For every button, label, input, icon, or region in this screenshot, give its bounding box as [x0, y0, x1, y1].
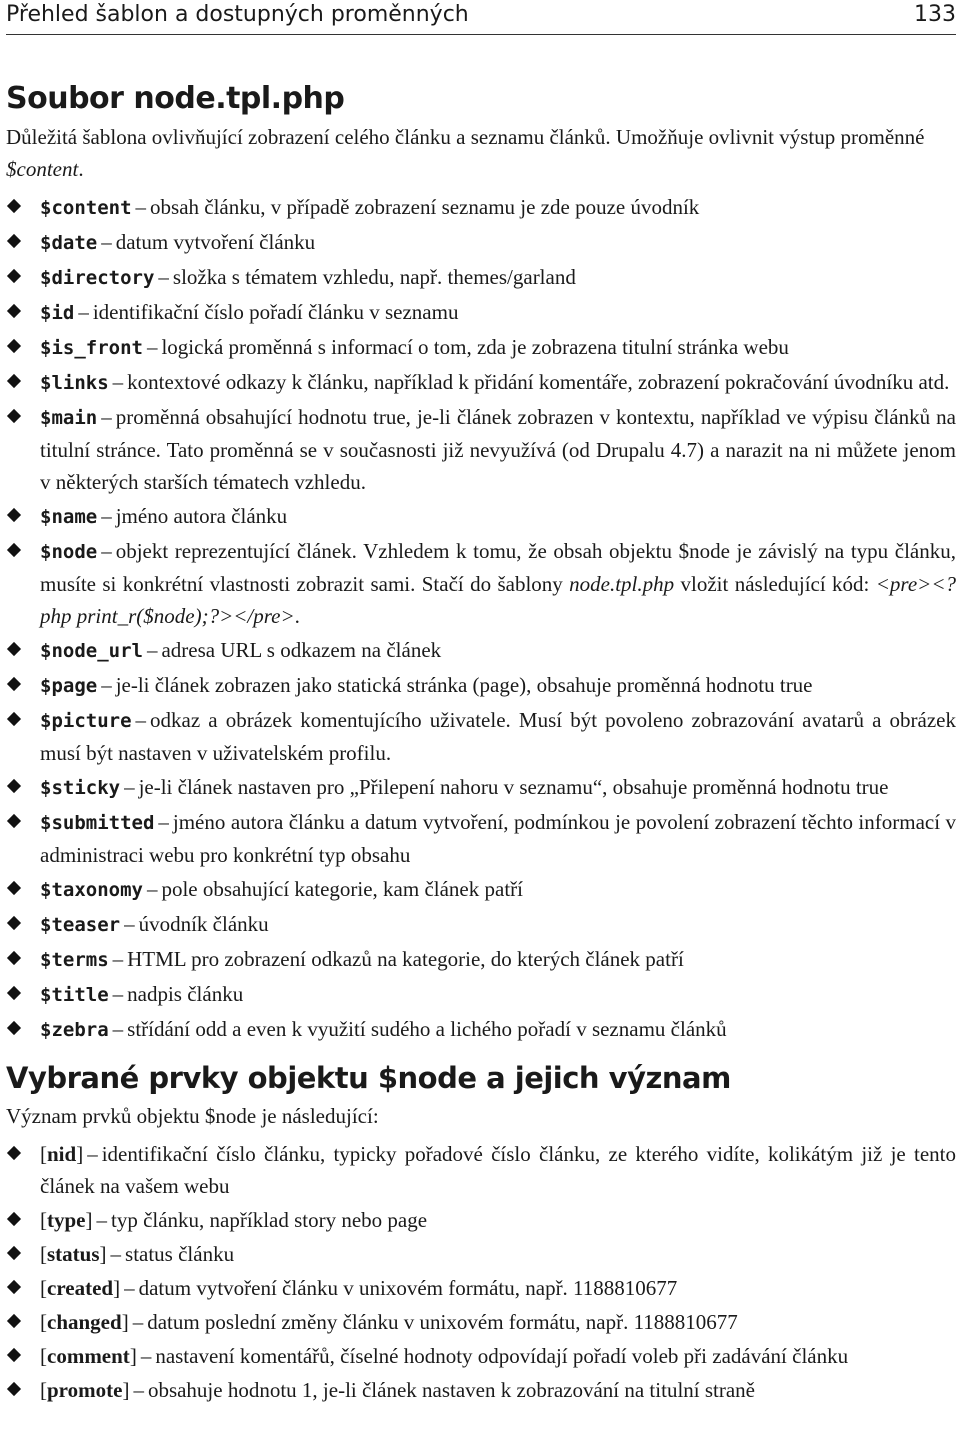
dash: –	[101, 405, 112, 429]
diamond-bullet-icon	[7, 543, 21, 557]
bracket-open: [	[40, 1378, 47, 1402]
dash: –	[124, 912, 135, 936]
dash: –	[112, 982, 124, 1006]
diamond-bullet-icon	[7, 916, 21, 930]
diamond-bullet-icon	[7, 881, 21, 895]
variable-description: datum vytvoření článku	[115, 230, 316, 254]
diamond-bullet-icon	[7, 986, 21, 1000]
list-item	[6, 226, 956, 259]
field-description: datum poslední změny článku v unixovém formátu, např. 1188810677	[147, 1310, 738, 1334]
list-item	[6, 1138, 956, 1202]
dash: –	[158, 265, 169, 289]
running-header	[6, 0, 956, 35]
variable-name: $main	[40, 407, 98, 429]
variable-name: $terms	[40, 949, 109, 971]
description-end: .	[294, 604, 300, 628]
bracket-close: ]	[76, 1142, 84, 1166]
variable-name: $title	[40, 984, 109, 1006]
bracket-close: ]	[113, 1276, 121, 1300]
node-field-list	[6, 1138, 956, 1406]
list-item	[6, 1340, 956, 1372]
variable-name: $teaser	[40, 914, 121, 936]
list-item	[6, 331, 956, 364]
dash: –	[112, 370, 124, 394]
diamond-bullet-icon	[7, 269, 21, 283]
dash: –	[101, 539, 112, 563]
variable-description: kontextové odkazy k článku, například k přidání komentáře, zobrazení pokračování úvodníku atd.	[127, 370, 950, 394]
diamond-bullet-icon	[7, 1212, 21, 1226]
variable-description: úvodník článku	[138, 912, 269, 936]
variable-description: složka s tématem vzhledu, např. themes/garland	[172, 265, 576, 289]
variable-description: adresa URL s odkazem na článek	[161, 638, 442, 662]
variable-description: objekt reprezentující článek. Vzhledem k tomu, že obsah objektu $node je závislý na typu článku, musíte si konkrétní vlastnosti zobrazit sami. Stačí do šablony	[40, 539, 956, 596]
dash: –	[133, 1378, 144, 1402]
variable-description: odkaz a obrázek komentujícího uživatele. Musí být povoleno zobrazování avatarů a obrázek musí být nastaven v uživatelském profilu.	[40, 708, 956, 765]
diamond-bullet-icon	[7, 234, 21, 248]
description-continued: vložit následující kód:	[674, 572, 876, 596]
dash: –	[101, 673, 112, 697]
variable-list	[6, 191, 956, 1046]
variable-name: $sticky	[40, 777, 121, 799]
bracket-close: ]	[99, 1242, 107, 1266]
dash: –	[110, 1242, 122, 1266]
field-description: nastavení komentářů, číselné hodnoty odpovídají pořadí voleb při zadávání článku	[155, 1344, 849, 1368]
variable-description: je-li článek zobrazen jako statická stránka (page), obsahuje proměnná hodnotu true	[115, 673, 813, 697]
file-name: node.tpl.php	[569, 572, 675, 596]
intro-text: Důležitá šablona ovlivňující zobrazení celého článku a seznamu článků. Umožňuje ovlivnit výstup proměnné	[6, 125, 925, 149]
variable-description: HTML pro zobrazení odkazů na kategorie, do kterých článek patří	[127, 947, 684, 971]
dash: –	[146, 877, 158, 901]
list-item	[6, 500, 956, 533]
variable-description: proměnná obsahující hodnotu true, je-li článek zobrazen v kontextu, například ve výpisu článků na titulní stránce. Tato proměnná se v současnosti již nevyužívá (od Drupalu 4.7) a narazit na ni můžete jenom v některých starších tématech vzhledu.	[40, 405, 956, 494]
diamond-bullet-icon	[7, 951, 21, 965]
diamond-bullet-icon	[7, 409, 21, 423]
field-name: created	[47, 1276, 114, 1300]
field-name: comment	[47, 1344, 130, 1368]
dash: –	[124, 775, 135, 799]
variable-description: identifikační číslo pořadí článku v seznamu	[92, 300, 459, 324]
diamond-bullet-icon	[7, 712, 21, 726]
field-name: changed	[47, 1310, 122, 1334]
variable-name: $submitted	[40, 812, 155, 834]
diamond-bullet-icon	[7, 199, 21, 213]
list-item	[6, 1306, 956, 1338]
field-name: type	[47, 1208, 86, 1232]
variable-name: $id	[40, 302, 75, 324]
list-item	[6, 873, 956, 906]
bracket-open: [	[40, 1276, 47, 1300]
diamond-bullet-icon	[7, 1280, 21, 1294]
field-description: datum vytvoření článku v unixovém formátu, např. 1188810677	[138, 1276, 678, 1300]
bracket-close: ]	[85, 1208, 93, 1232]
variable-name: $content	[40, 197, 132, 219]
variable-name: $name	[40, 506, 98, 528]
dash: –	[87, 1142, 98, 1166]
list-item	[6, 908, 956, 941]
bracket-close: ]	[121, 1310, 129, 1334]
list-item	[6, 806, 956, 871]
dash: –	[101, 230, 112, 254]
section2-intro: Význam prvků objektu $node je následující:	[6, 1104, 379, 1128]
page-number: 133	[914, 2, 956, 27]
diamond-bullet-icon	[7, 814, 21, 828]
dash: –	[101, 504, 112, 528]
dash: –	[146, 335, 158, 359]
dash: –	[112, 947, 124, 971]
dash: –	[96, 1208, 107, 1232]
diamond-bullet-icon	[7, 1348, 21, 1362]
diamond-bullet-icon	[7, 1314, 21, 1328]
variable-description: je-li článek nastaven pro „Přilepení nahoru v seznamu“, obsahuje proměnná hodnotu true	[138, 775, 889, 799]
list-item	[6, 401, 956, 498]
section-intro	[6, 121, 956, 185]
field-description: status článku	[125, 1242, 235, 1266]
dash: –	[158, 810, 169, 834]
bracket-open: [	[40, 1242, 47, 1266]
variable-name: $page	[40, 675, 98, 697]
field-description: obsahuje hodnotu 1, je-li článek nastaven k zobrazování na titulní straně	[147, 1378, 755, 1402]
variable-description: jméno autora článku a datum vytvoření, podmínkou je povolení zobrazení těchto informací v administraci webu pro konkrétní typ obsahu	[40, 810, 956, 867]
list-item	[6, 366, 956, 399]
list-item	[6, 978, 956, 1011]
variable-name: $date	[40, 232, 98, 254]
intro-end: .	[78, 157, 84, 181]
dash: –	[78, 300, 89, 324]
section-heading-node-object: Vybrané prvky objektu $node a jejich význam	[6, 1061, 731, 1095]
intro-variable: $content	[6, 157, 79, 181]
variable-description: pole obsahující kategorie, kam článek patří	[161, 877, 523, 901]
diamond-bullet-icon	[7, 1382, 21, 1396]
diamond-bullet-icon	[7, 1021, 21, 1035]
bracket-open: [	[40, 1344, 47, 1368]
document-page	[6, 0, 956, 1408]
bracket-close: ]	[122, 1378, 130, 1402]
variable-name: $directory	[40, 267, 155, 289]
field-name: promote	[47, 1378, 123, 1402]
list-item	[6, 634, 956, 667]
diamond-bullet-icon	[7, 374, 21, 388]
list-item	[6, 1204, 956, 1236]
variable-description: jméno autora článku	[115, 504, 288, 528]
list-item	[6, 704, 956, 769]
diamond-bullet-icon	[7, 304, 21, 318]
field-name: status	[47, 1242, 100, 1266]
dash: –	[124, 1276, 135, 1300]
bracket-open: [	[40, 1142, 47, 1166]
diamond-bullet-icon	[7, 677, 21, 691]
variable-name: $node_url	[40, 640, 143, 662]
dash: –	[112, 1017, 124, 1041]
list-item	[6, 261, 956, 294]
diamond-bullet-icon	[7, 642, 21, 656]
bracket-open: [	[40, 1208, 47, 1232]
diamond-bullet-icon	[7, 1246, 21, 1260]
dash: –	[132, 1310, 144, 1334]
variable-name: $node	[40, 541, 98, 563]
field-description: typ článku, například story nebo page	[111, 1208, 428, 1232]
section-heading-node-tpl: Soubor node.tpl.php	[6, 81, 345, 116]
code-snippet: <pre><?php print_r($node);?></pre>	[40, 572, 956, 628]
variable-name: $links	[40, 372, 109, 394]
variable-name: $is_front	[40, 337, 143, 359]
dash: –	[140, 1344, 152, 1368]
variable-description: logická proměnná s informací o tom, zda je zobrazena titulní stránka webu	[161, 335, 789, 359]
list-item	[6, 296, 956, 329]
list-item	[6, 1272, 956, 1304]
list-item	[6, 1374, 956, 1406]
diamond-bullet-icon	[7, 779, 21, 793]
dash: –	[146, 638, 158, 662]
chapter-title: Přehled šablon a dostupných proměnných	[6, 2, 469, 27]
variable-description: nadpis článku	[127, 982, 244, 1006]
bracket-close: ]	[129, 1344, 137, 1368]
diamond-bullet-icon	[7, 339, 21, 353]
variable-description: střídání odd a even k využití sudého a lichého pořadí v seznamu článků	[127, 1017, 727, 1041]
list-item	[6, 1013, 956, 1046]
dash: –	[135, 708, 147, 732]
variable-name: $picture	[40, 710, 132, 732]
list-item	[6, 535, 956, 632]
list-item	[6, 669, 956, 702]
list-item	[6, 191, 956, 224]
variable-name: $taxonomy	[40, 879, 143, 901]
bracket-open: [	[40, 1310, 47, 1334]
variable-name: $zebra	[40, 1019, 109, 1041]
list-item	[6, 771, 956, 804]
diamond-bullet-icon	[7, 1146, 21, 1160]
diamond-bullet-icon	[7, 508, 21, 522]
dash: –	[135, 195, 147, 219]
list-item	[6, 1238, 956, 1270]
list-item	[6, 943, 956, 976]
variable-description: obsah článku, v případě zobrazení seznamu je zde pouze úvodník	[150, 195, 700, 219]
field-description: identifikační číslo článku, typicky pořadové číslo článku, ze kterého vidíte, kolikátým již je tento článek na vašem webu	[40, 1142, 956, 1198]
field-name: nid	[47, 1142, 77, 1166]
